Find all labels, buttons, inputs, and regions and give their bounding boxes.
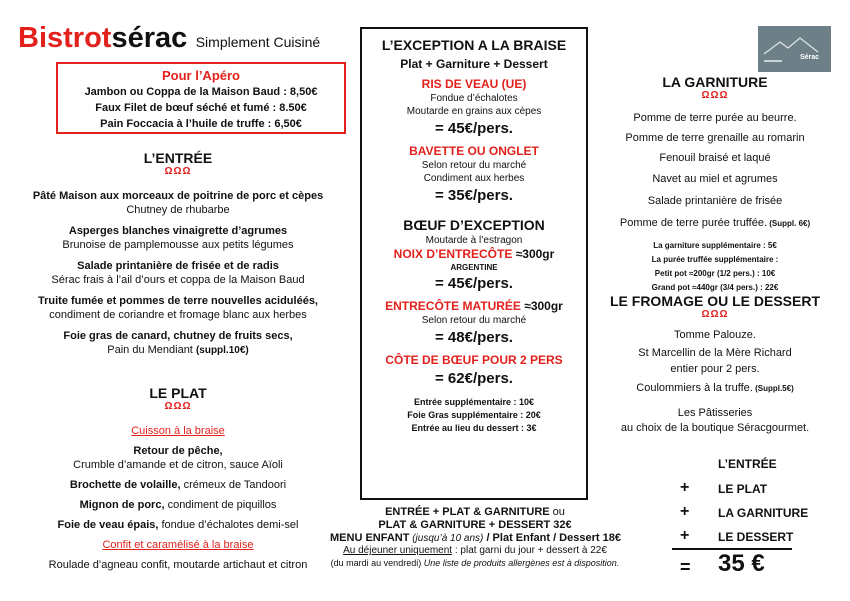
garniture-truffe: Pomme de terre purée truffée. bbox=[619, 217, 768, 229]
garniture-item: Fenouil braisé et laqué bbox=[659, 152, 771, 164]
plat-last-item: Roulade d’agneau confit, moutarde artichaut et citron bbox=[48, 559, 308, 571]
formule-line bbox=[330, 545, 620, 557]
entree-title: L’ENTRÉE bbox=[143, 150, 213, 166]
apero-item: Faux Filet de bœuf séché et fumé : 8.50€ bbox=[95, 102, 307, 114]
logo bbox=[758, 26, 831, 72]
garniture-truffe-suppl: (Suppl. 6€) bbox=[767, 219, 811, 228]
plat-omega: ΩΩΩ bbox=[164, 401, 192, 412]
fromage-boutique: au choix de la boutique Séracgourmet. bbox=[620, 422, 810, 434]
cote-price: = 62€/pers. bbox=[435, 370, 513, 387]
ris-price: = 45€/pers. bbox=[435, 120, 513, 137]
noix-name: NOIX D’ENTRECÔTE bbox=[393, 247, 513, 261]
ris-name: RIS DE VEAU (UE) bbox=[421, 77, 527, 91]
formule-text: ENTRÉE + PLAT & GARNITURE bbox=[385, 506, 550, 518]
garniture-omega: ΩΩΩ bbox=[701, 90, 729, 101]
plat-section bbox=[8, 385, 348, 572]
bavette-line: Condiment aux herbes bbox=[423, 173, 525, 184]
boeuf-sub: Moutarde à l’estragon bbox=[425, 235, 523, 246]
garniture-item bbox=[600, 212, 830, 235]
brand-tagline: Simplement Cuisiné bbox=[195, 34, 321, 50]
entree-item-sub: Chutney de rhubarbe bbox=[126, 204, 230, 216]
garniture-item: Navet au miel et agrumes bbox=[652, 173, 778, 185]
formule-text: ou bbox=[549, 506, 565, 518]
garniture-note: La purée truffée supplémentaire : bbox=[651, 255, 779, 264]
garniture-title: LA GARNITURE bbox=[662, 74, 768, 90]
garniture-item: Pomme de terre purée au beurre. bbox=[633, 112, 797, 124]
formule-text: MENU ENFANT bbox=[330, 532, 410, 544]
formule-line bbox=[330, 532, 620, 545]
maturee-price: = 48€/pers. bbox=[435, 329, 513, 346]
entree-section bbox=[8, 150, 348, 358]
garniture-item: Pomme de terre grenaille au romarin bbox=[625, 132, 805, 144]
formule-line: PLAT & GARNITURE + DESSERT 32€ bbox=[378, 519, 572, 531]
menu-price: 35 € bbox=[718, 550, 765, 577]
menu-plus: + bbox=[680, 527, 690, 544]
garniture-item: Salade printanière de frisée bbox=[647, 195, 783, 207]
cote-name: CÔTE DE BŒUF POUR 2 PERS bbox=[385, 353, 563, 367]
menu-row-label: LA GARNITURE bbox=[718, 506, 809, 520]
bavette-name: BAVETTE OU ONGLET bbox=[409, 144, 539, 158]
garniture-note: Petit pot ≈200gr (1/2 pers.) : 10€ bbox=[654, 269, 776, 278]
plat-item-rest: crémeux de Tandoori bbox=[180, 479, 287, 491]
apero-title: Pour l’Apéro bbox=[161, 68, 240, 83]
ris-line: Fondue d’échalotes bbox=[430, 93, 518, 104]
formules-section bbox=[330, 506, 620, 569]
plat-item-rest: condiment de piquillos bbox=[164, 499, 277, 511]
menu-plus: + bbox=[680, 503, 690, 520]
fromage-item: entier pour 2 pers. bbox=[670, 363, 760, 375]
maturee-weight: ≈300gr bbox=[520, 299, 563, 313]
entree-item-main: Foie gras de canard, chutney de fruits secs, bbox=[63, 330, 293, 342]
entree-item-sub: Brunoise de pamplemousse aux petits légumes bbox=[62, 239, 294, 251]
brand-title bbox=[18, 22, 320, 55]
entree-suppl: (suppl.10€) bbox=[195, 345, 249, 356]
entree-item-sub: condiment de coriandre et fromage blanc aux herbes bbox=[49, 309, 307, 321]
garniture-note: Grand pot ≈440gr (3/4 pers.) : 22€ bbox=[651, 283, 779, 292]
garniture-section bbox=[600, 74, 830, 295]
formule-line bbox=[330, 506, 620, 519]
fromage-title: LE FROMAGE OU LE DESSERT bbox=[609, 293, 820, 309]
maturee-name: ENTRECÔTE MATURÉE bbox=[385, 299, 521, 313]
fromage-section bbox=[600, 293, 830, 436]
exception-box bbox=[360, 27, 588, 500]
plat-confit-label: Confit et caramélisé à la braise bbox=[102, 539, 254, 551]
boeuf-title: BŒUF D’EXCEPTION bbox=[403, 217, 545, 233]
mountain-logo-icon bbox=[758, 26, 831, 72]
formule-line bbox=[330, 557, 620, 569]
noix-line bbox=[362, 247, 586, 262]
entree-item-main: Truite fumée et pommes de terre nouvelles aciduléés, bbox=[38, 295, 318, 307]
ris-line: Moutarde en grains aux cèpes bbox=[406, 106, 542, 117]
bavette-price: = 35€/pers. bbox=[435, 187, 513, 204]
entree-item-sub: Sérac frais à l’ail d’ours et coppa de la Maison Baud bbox=[51, 274, 305, 286]
entree-item-main: Pâté Maison aux morceaux de poitrine de porc et cèpes bbox=[32, 190, 324, 202]
formule-text: (du mardi au vendredi) bbox=[330, 558, 422, 568]
plat-item-rest: Crumble d’amande et de citron, sauce Aïoli bbox=[73, 459, 283, 471]
plat-item bbox=[8, 478, 348, 492]
plat-item-rest: fondue d’échalotes demi-sel bbox=[158, 519, 299, 531]
menu-equals: = bbox=[680, 557, 691, 577]
entree-item-sub-text: Pain du Mendiant bbox=[107, 344, 193, 356]
bavette-line: Selon retour du marché bbox=[421, 160, 527, 171]
maturee-line bbox=[362, 299, 586, 314]
menu-row-label: LE DESSERT bbox=[718, 530, 794, 544]
fromage-omega: ΩΩΩ bbox=[701, 309, 729, 320]
entree-item-main: Salade printanière de frisée et de radis bbox=[77, 260, 279, 272]
brand-bistrot: Bistrot bbox=[18, 22, 112, 54]
plat-item bbox=[8, 498, 348, 512]
plat-item bbox=[8, 518, 348, 532]
menu-entree: L’ENTRÉE bbox=[718, 457, 777, 471]
extra-line: Entrée supplémentaire : 10€ bbox=[413, 397, 535, 407]
plat-item-bold: Retour de pêche, bbox=[133, 445, 223, 457]
noix-price: = 45€/pers. bbox=[435, 275, 513, 292]
logo-text: Sérac bbox=[800, 54, 820, 61]
extra-line: Entrée au lieu du dessert : 3€ bbox=[411, 423, 537, 433]
fromage-patisseries: Les Pâtisseries bbox=[677, 407, 753, 419]
apero-item: Jambon ou Coppa de la Maison Baud : 8,50€ bbox=[84, 86, 318, 98]
formule-text: Une liste de produits allergènes est à disposition. bbox=[421, 558, 620, 568]
formule-text: / Plat Enfant / Dessert 18€ bbox=[483, 532, 621, 544]
plat-item-bold: Foie de veau épais, bbox=[57, 519, 159, 531]
formule-text: (jusqu’à 10 ans) bbox=[409, 533, 484, 544]
menu-plus: + bbox=[680, 479, 690, 496]
exception-subtitle: Plat + Garniture + Dessert bbox=[400, 57, 548, 71]
extra-line: Foie Gras supplémentaire : 20€ bbox=[407, 410, 541, 420]
plat-item-bold: Mignon de porc, bbox=[79, 499, 165, 511]
noix-origin: ARGENTINE bbox=[450, 263, 498, 272]
plat-title: LE PLAT bbox=[149, 385, 207, 401]
entree-item-main: Asperges blanches vinaigrette d’agrumes bbox=[68, 225, 288, 237]
apero-box bbox=[56, 62, 346, 134]
apero-item: Pain Foccacia à l’huile de truffe : 6,50€ bbox=[100, 118, 302, 130]
menu-row-label: LE PLAT bbox=[718, 482, 768, 496]
formule-text: Au déjeuner uniquement bbox=[343, 545, 453, 556]
exception-title: L’EXCEPTION A LA BRAISE bbox=[381, 37, 567, 53]
formule-text: : plat garni du jour + dessert à 22€ bbox=[452, 545, 607, 556]
noix-weight: ≈300gr bbox=[512, 247, 555, 261]
plat-item-bold: Brochette de volaille, bbox=[69, 479, 181, 491]
entree-omega: ΩΩΩ bbox=[164, 166, 192, 177]
plat-braise-label: Cuisson à la braise bbox=[131, 425, 225, 437]
entree-item-sub bbox=[8, 343, 348, 358]
maturee-sub: Selon retour du marché bbox=[421, 315, 527, 326]
fromage-item bbox=[600, 377, 830, 400]
fromage-coulommiers: Coulommiers à la truffe. bbox=[636, 382, 753, 394]
brand-serac: sérac bbox=[111, 22, 188, 54]
fromage-item: St Marcellin de la Mère Richard bbox=[638, 347, 792, 359]
garniture-note: La garniture supplémentaire : 5€ bbox=[653, 241, 777, 250]
fromage-item: Tomme Palouze. bbox=[674, 329, 756, 341]
fromage-coulommiers-suppl: (Suppl.5€) bbox=[752, 384, 794, 393]
